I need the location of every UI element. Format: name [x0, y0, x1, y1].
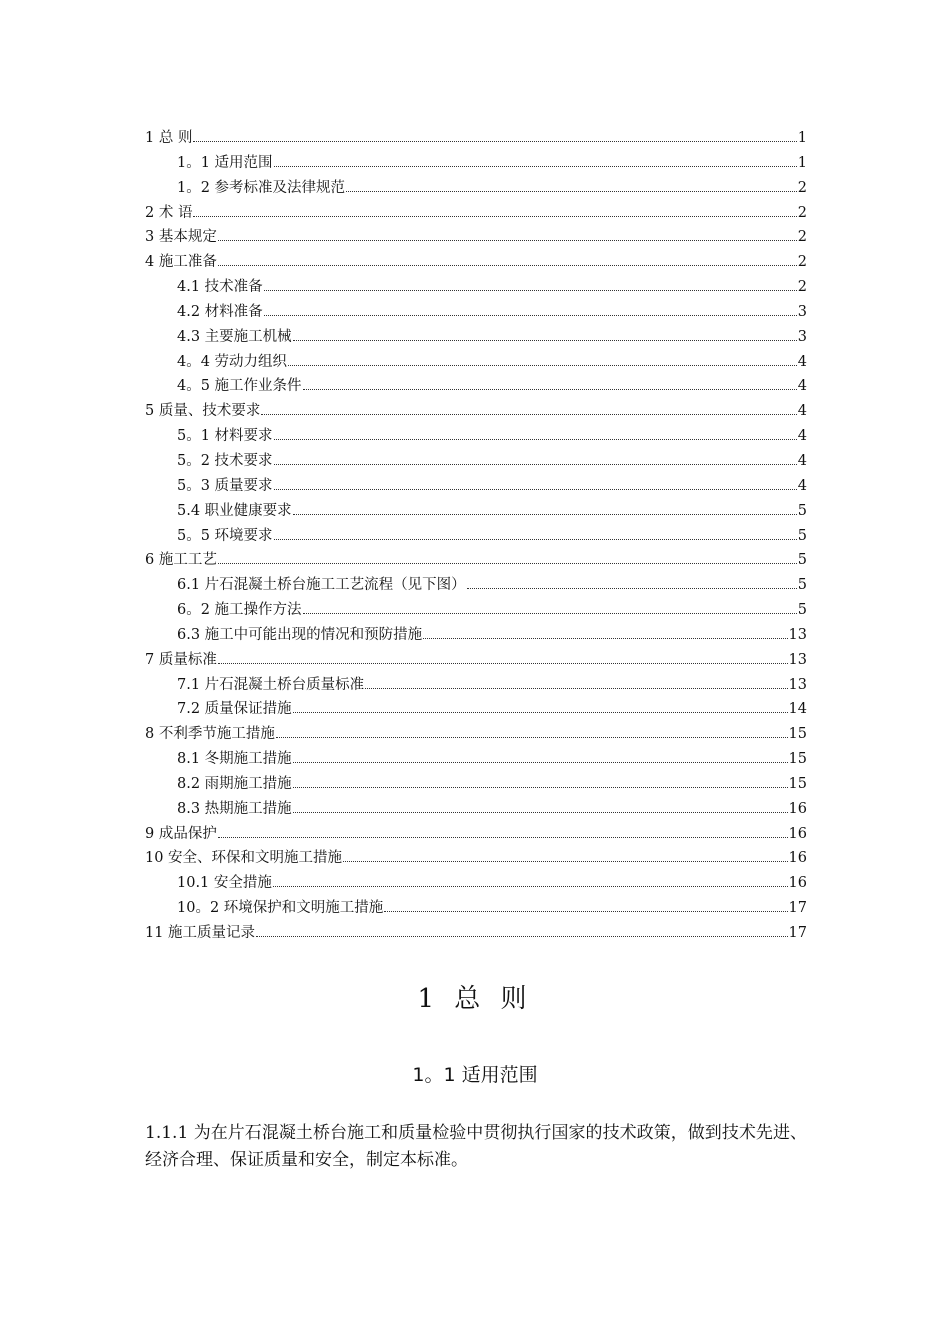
toc-entry-label: 10。2 环境保护和文明施工措施: [177, 900, 384, 917]
toc-entry[interactable]: [145, 325, 807, 350]
toc-page-number: 14: [788, 701, 807, 718]
toc-entry[interactable]: [145, 499, 807, 524]
toc-entry[interactable]: [145, 176, 807, 201]
toc-page-number: 4: [797, 428, 807, 445]
toc-entry-label: 11 施工质量记录: [145, 925, 256, 941]
toc-dot-leader: [218, 562, 797, 564]
toc-entry[interactable]: [145, 275, 807, 300]
toc-page-number: 4: [797, 378, 807, 395]
toc-entry-label: 4。5 施工作业条件: [177, 378, 302, 395]
toc-entry[interactable]: [145, 598, 807, 623]
toc-dot-leader: [274, 438, 797, 440]
toc-entry-label: 1 总 则: [145, 130, 193, 146]
toc-dot-leader: [365, 687, 787, 689]
toc-dot-leader: [218, 239, 797, 241]
toc-entry-label: 9 成品保护: [145, 825, 217, 842]
toc-dot-leader: [288, 364, 797, 366]
toc-page-number: 2: [797, 204, 807, 221]
toc-page-number: 4: [797, 452, 807, 469]
toc-entry-label: 4.3 主要施工机械: [177, 328, 292, 345]
toc-entry-label: 4.2 材料准备: [177, 303, 263, 320]
toc-entry[interactable]: [145, 126, 807, 151]
toc-page-number: 5: [797, 527, 807, 544]
toc-entry[interactable]: [145, 424, 807, 449]
toc-page-number: 2: [797, 279, 807, 296]
toc-page-number: 5: [797, 552, 807, 569]
toc-dot-leader: [274, 538, 797, 540]
toc-entry[interactable]: [145, 300, 807, 325]
toc-entry[interactable]: [145, 648, 807, 673]
toc-entry-label: 8.1 冬期施工措施: [177, 751, 292, 768]
toc-entry-label: 5。1 材料要求: [177, 428, 273, 445]
toc-page-number: 2: [797, 229, 807, 246]
toc-entry[interactable]: [145, 846, 807, 871]
toc-dot-leader: [193, 215, 796, 217]
toc-entry-label: 5。3 质量要求: [177, 477, 273, 494]
toc-entry[interactable]: [145, 399, 807, 424]
toc-entry[interactable]: [145, 201, 807, 226]
toc-dot-leader: [274, 488, 797, 490]
body-paragraph: 1.1.1 为在片石混凝土桥台施工和质量检验中贯彻执行国家的技术政策，做到技术先进、经济合理、保证质量和安全，制定本标准。: [145, 1123, 807, 1170]
toc-entry-label: 5。2 技术要求: [177, 452, 273, 469]
toc-entry-label: 5.4 职业健康要求: [177, 502, 292, 519]
toc-dot-leader: [303, 388, 797, 390]
toc-entry[interactable]: [145, 697, 807, 722]
toc-page-number: 2: [797, 254, 807, 271]
toc-page-number: 13: [788, 626, 807, 643]
toc-entry-label: 7 质量标准: [145, 651, 217, 668]
toc-entry[interactable]: [145, 374, 807, 399]
toc-entry[interactable]: [145, 474, 807, 499]
toc-entry-label: 2 术 语: [145, 204, 193, 221]
toc-entry[interactable]: [145, 896, 807, 921]
toc-entry-label: 6 施工工艺: [145, 552, 217, 569]
toc-page-number: 4: [797, 403, 807, 420]
toc-dot-leader: [384, 910, 787, 912]
toc-dot-leader: [273, 885, 788, 887]
toc-entry-label: 1。2 参考标准及法律规范: [177, 179, 346, 196]
toc-dot-leader: [264, 314, 797, 316]
toc-dot-leader: [423, 637, 787, 639]
toc-entry-label: 5 质量、技术要求: [145, 403, 261, 420]
toc-page-number: 13: [788, 676, 807, 693]
toc-dot-leader: [264, 289, 797, 291]
toc-dot-leader: [218, 662, 788, 664]
toc-page-number: 4: [797, 353, 807, 370]
toc-entry-label: 6.1 片石混凝土桥台施工工艺流程（见下图）: [177, 577, 466, 594]
toc-page-number: 5: [797, 602, 807, 619]
toc-entry-label: 4。4 劳动力组织: [177, 353, 288, 370]
toc-dot-leader: [274, 463, 797, 465]
toc-dot-leader: [293, 339, 797, 341]
toc-entry[interactable]: [145, 722, 807, 747]
toc-entry-label: 1。1 适用范围: [177, 154, 273, 171]
toc-dot-leader: [346, 190, 797, 192]
toc-entry-label: 7.2 质量保证措施: [177, 701, 292, 718]
toc-entry-label: 8.2 雨期施工措施: [177, 775, 292, 792]
toc-entry[interactable]: [145, 250, 807, 275]
toc-page-number: 15: [788, 726, 807, 743]
toc-page-number: 5: [797, 502, 807, 519]
toc-page-number: 16: [788, 875, 807, 892]
chapter-heading: 1 总 则: [417, 984, 533, 1014]
toc-entry[interactable]: [145, 673, 807, 698]
toc-entry-label: 6.3 施工中可能出现的情况和预防措施: [177, 626, 423, 643]
toc-entry-label: 3 基本规定: [145, 229, 217, 246]
toc-entry-label: 8 不利季节施工措施: [145, 726, 275, 743]
toc-entry[interactable]: [145, 623, 807, 648]
toc-page-number: 1: [797, 154, 807, 171]
toc-entry[interactable]: [145, 797, 807, 822]
toc-entry[interactable]: [145, 225, 807, 250]
toc-page-number: 15: [788, 775, 807, 792]
toc-entry-label: 10.1 安全措施: [177, 875, 272, 892]
table-of-contents: [145, 126, 807, 946]
toc-page-number: 17: [788, 925, 807, 941]
toc-entry-label: 4.1 技术准备: [177, 279, 263, 296]
toc-dot-leader: [293, 811, 788, 813]
toc-dot-leader: [276, 736, 788, 738]
toc-dot-leader: [256, 935, 787, 937]
toc-entry[interactable]: [145, 449, 807, 474]
toc-entry-label: 4 施工准备: [145, 254, 217, 271]
toc-page-number: 1: [797, 130, 807, 146]
toc-dot-leader: [261, 413, 796, 415]
toc-dot-leader: [218, 264, 797, 266]
toc-page-number: 16: [788, 800, 807, 817]
toc-entry-label: 5。5 环境要求: [177, 527, 273, 544]
toc-entry[interactable]: [145, 747, 807, 772]
toc-page-number: 3: [797, 303, 807, 320]
toc-dot-leader: [218, 836, 788, 838]
toc-page-number: 4: [797, 477, 807, 494]
toc-page-number: 17: [788, 900, 807, 917]
toc-entry-label: 10 安全、环保和文明施工措施: [145, 850, 343, 867]
toc-page-number: 13: [788, 651, 807, 668]
toc-entry-label: 6。2 施工操作方法: [177, 602, 302, 619]
section-heading: 1。1 适用范围: [412, 1064, 538, 1086]
toc-page-number: 2: [797, 179, 807, 196]
toc-entry[interactable]: [145, 573, 807, 598]
toc-entry[interactable]: [145, 350, 807, 375]
toc-entry-label: 8.3 热期施工措施: [177, 800, 292, 817]
toc-entry-label: 7.1 片石混凝土桥台质量标准: [177, 676, 365, 693]
toc-entry[interactable]: [145, 524, 807, 549]
toc-page-number: 5: [797, 577, 807, 594]
toc-dot-leader: [343, 860, 787, 862]
toc-page-number: 15: [788, 751, 807, 768]
toc-dot-leader: [274, 165, 797, 167]
toc-dot-leader: [293, 786, 788, 788]
toc-dot-leader: [293, 513, 797, 515]
toc-dot-leader: [303, 612, 797, 614]
toc-page-number: 16: [788, 825, 807, 842]
toc-entry[interactable]: [145, 548, 807, 573]
toc-entry[interactable]: [145, 871, 807, 896]
toc-entry[interactable]: [145, 921, 807, 946]
toc-entry[interactable]: [145, 151, 807, 176]
toc-dot-leader: [293, 761, 788, 763]
toc-entry[interactable]: [145, 822, 807, 847]
toc-dot-leader: [293, 711, 788, 713]
toc-page-number: 3: [797, 328, 807, 345]
toc-entry[interactable]: [145, 772, 807, 797]
toc-dot-leader: [193, 140, 796, 142]
toc-page-number: 16: [788, 850, 807, 867]
toc-dot-leader: [467, 587, 797, 589]
